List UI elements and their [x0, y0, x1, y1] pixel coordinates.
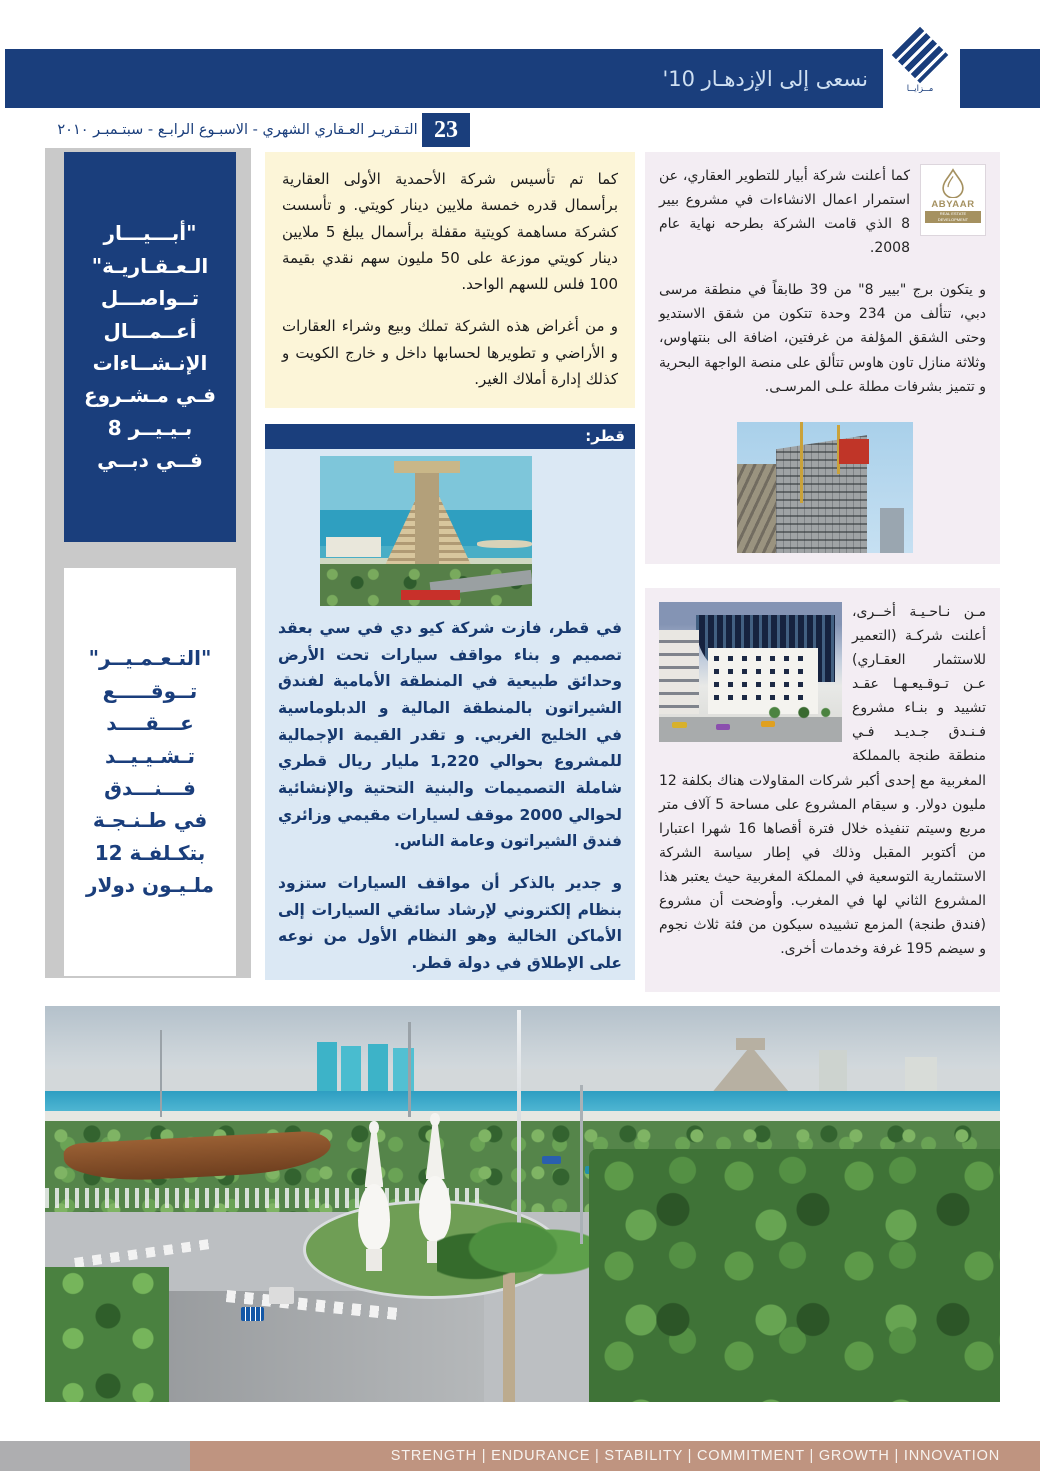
headline-line: "التـعـمـيــر": [88, 646, 212, 671]
monument-neck: [365, 1133, 384, 1187]
sidebar-headline-taameer: [64, 568, 236, 976]
headline-line: بـيـيــر 8: [107, 415, 193, 440]
qatar-section-header: قطر:: [265, 424, 635, 449]
taameer-section: [645, 588, 1000, 992]
sheraton-hotel-photo: [320, 456, 532, 606]
photo-palm-cluster-left: [45, 1267, 169, 1402]
mazaya-diamond-icon: [892, 27, 949, 84]
photo-car: [542, 1156, 561, 1164]
ahmadiya-section: [265, 152, 635, 408]
mazaya-logo-text: مــزايــا: [906, 84, 934, 94]
photo-window-row: [714, 682, 812, 687]
headline-line: تــواصـــل: [100, 286, 200, 311]
photo-teal-tower: [368, 1044, 388, 1094]
photo-monument: [358, 1121, 390, 1271]
photo-car: [761, 721, 775, 727]
headline-line: تـشـيـيــد: [105, 743, 195, 768]
monument-neck: [426, 1125, 445, 1179]
crane-icon: [800, 422, 803, 503]
photo-background-tower: [905, 1057, 937, 1093]
monument-finial: [369, 1121, 378, 1135]
headline-line: أعــمـــال: [103, 318, 197, 343]
photo-podium: [326, 537, 381, 557]
photo-light-pole: [580, 1085, 583, 1243]
photo-annex-building: [659, 630, 699, 714]
headline-line: بتكـلفـة 12: [94, 840, 206, 865]
photo-light-pole: [408, 1022, 411, 1117]
photo-pyramid-core: [415, 462, 438, 576]
headline-line: الإنـشــاءات: [92, 351, 208, 375]
headline-line: في طـنـجـة: [92, 808, 208, 833]
photo-palms: [760, 703, 833, 723]
qatar-paragraph-1: في قطر، فازت شركة كيو دي في سي بعقد تصميم و بناء مواقف سيارات تحت الأرض وحدائق طبيعية في المنطقة الأمامية لفندق الشيراتون بالمنطقة المالية و الدبلوماسية في الخليج الغربي. و تقدر القيمة الإجمالية للمشروع بحوالي 1,220 مليار ريال قطري شاملة التصميمات والبنية التحتية والإنشائية لحوالي 2000 موقف لسيارات مقيمي وزائري فندق الشيراتون وعامة الناس.: [278, 619, 622, 851]
photo-teal-tower: [341, 1046, 361, 1094]
monument-finial: [430, 1113, 439, 1127]
headline-line: تــوقـــــع: [102, 678, 198, 703]
footer-tagline: STRENGTH | ENDURANCE | STABILITY | COMMITMENT | GROWTH | INNOVATION: [190, 1441, 1040, 1471]
abyaar-logo-name: ABYAAR: [931, 199, 975, 210]
tangier-hotel-render-photo: [659, 602, 842, 742]
photo-window-row: [714, 656, 812, 661]
photo-teal-tower: [317, 1042, 337, 1093]
headline-line: فـي مـشـروع: [83, 383, 217, 408]
photo-pyramid-crown: [394, 461, 460, 473]
header-issue-box: [55, 111, 472, 149]
photo-far-city: [45, 1069, 1000, 1093]
headline-line: فــي دبــي: [97, 448, 203, 473]
qatar-section: [265, 449, 635, 980]
headline-line: فـــنـــدق: [104, 776, 196, 800]
sidebar-headline-abyaar: [64, 152, 236, 542]
photo-red-hoist: [839, 439, 869, 464]
photo-background-building: [880, 508, 905, 553]
qatar-paragraph-2: و جدير بالذكر أن مواقف السيارات ستزود بنظام إلكتروني لإرشاد سائقي السيارات إلى الأماكن الخالية وهو النظام الأول من نوعه على الإطلاق في دولة قطر.: [278, 873, 622, 972]
construction-tower-photo: [737, 422, 913, 553]
abyaar-paragraph-2: و يتكون برج "بيير 8" من 39 طابقاً في منطقة مرسى دبي، تتألف من 234 وحدة تتكون من شقق الاستديو وحتى الشقق المؤلفة من غرفتين، اضافة الى بنتهاوس، وثلاثة منازل تاون هاوس تتألق على منصة الواجهة البحرية و تتميز بشرفات مطلة علـى المرسـى.: [659, 282, 987, 395]
ahmadiya-paragraph-2: و من أغراض هذه الشركة تملك وبيع وشراء العقارات و الأراضي و تطويرها لحسابها داخل و خارج الكويت و كذلك إدارة أملاك الغير.: [282, 317, 618, 388]
photo-background-tower: [819, 1050, 848, 1094]
photo-window-row: [714, 695, 812, 700]
abyaar-paragraph-1: كما أعلنت شركة أبيار للتطوير العقاري، عن استمرار اعمال الانشاءات في مشروع بيير 8 الذي قامت الشركة بطرحه نهاية عام 2008.: [659, 168, 910, 257]
photo-car: [716, 724, 730, 730]
photo-window-row: [714, 669, 812, 674]
headline-line: ملـيـون دولار: [85, 873, 215, 898]
photo-truck: [269, 1287, 294, 1304]
taameer-paragraph: مـن نـاحـيـة أخــرى، أعلنت شركـة (التعمير للاستثمار العقـاري) عـن تـوقـيعـهـا عقـد تشييد و بنـاء مشروع فـنـدق جـديـد فـي منطقة طنجة بالمملكة المغربية مع إحدى أكبر شركات المقاولات هناك بكلفة 12 مليون دولار. و سيقام المشروع على مساحة 5 آلاف متر مربع وسيتم تنفيذه خلال فترة أقصاها 16 شهرا اعتبارا من أكتوبر المقبل وذلك في إطار سياسة الشركة الاستثمارية التوسعية في المملكة المغربية حيث يعتبر هذا المشروع الثاني لها في المغرب. وأوضحت أن مشروع (فندق طنجة) المزمع تشييده سيكون من فئة ثلاث نجوم و سيضم 195 غرفة وخدمات أخرى.: [659, 604, 987, 958]
abyaar-logo: [920, 164, 986, 236]
monument-bulb: [358, 1184, 390, 1250]
monument-base: [366, 1249, 382, 1272]
header-bar-right-block: [960, 49, 1040, 108]
headline-line: الـعـقـاريـة": [91, 253, 209, 278]
photo-jetty: [477, 540, 532, 548]
abyaar-section: [645, 152, 1000, 564]
headline-line: "أبـــيـــار: [103, 221, 197, 246]
ahmadiya-paragraph-1: كما تم تأسيس شركة الأحمدية الأولى العقارية برأسمال قدره خمسة ملايين دينار كويتي. و تأسست كشركة مساهمة كويتية مقفلة برأسمال يبلغ 5 ملايين دينار كويتي موزعة على 50 مليون سهم نقدي بقيمة 100 فلس للسهم الواحد.: [282, 170, 618, 293]
photo-palm-cluster-right: [589, 1149, 1000, 1402]
photo-flagpole: [517, 1010, 521, 1228]
issue-title: التـقريـر العـقاري الشهري - الاسبـوع الرابـع - سبتـمبـر ٢٠١٠: [57, 122, 418, 138]
photo-car: [672, 722, 687, 728]
photo-chevron-sign: [241, 1307, 264, 1321]
abyaar-logo-subtitle: REAL ESTATE DEVELOPMENT: [925, 211, 981, 223]
headline-line: عـــقــــد: [106, 711, 194, 736]
abyaar-droplet-icon: [939, 168, 967, 198]
photo-light-pole: [160, 1030, 163, 1117]
photo-palm-canopy: [437, 1204, 590, 1291]
corniche-panorama-photo: [45, 1006, 1000, 1402]
photo-scaffold: [737, 464, 779, 553]
page-number: 23: [422, 113, 470, 147]
mazaya-logo: [888, 31, 952, 109]
photo-red-banner: [401, 590, 460, 601]
header-slogan: نسعى إلى الإزدهـار 10': [662, 67, 868, 91]
footer-gray-block: [0, 1441, 190, 1471]
